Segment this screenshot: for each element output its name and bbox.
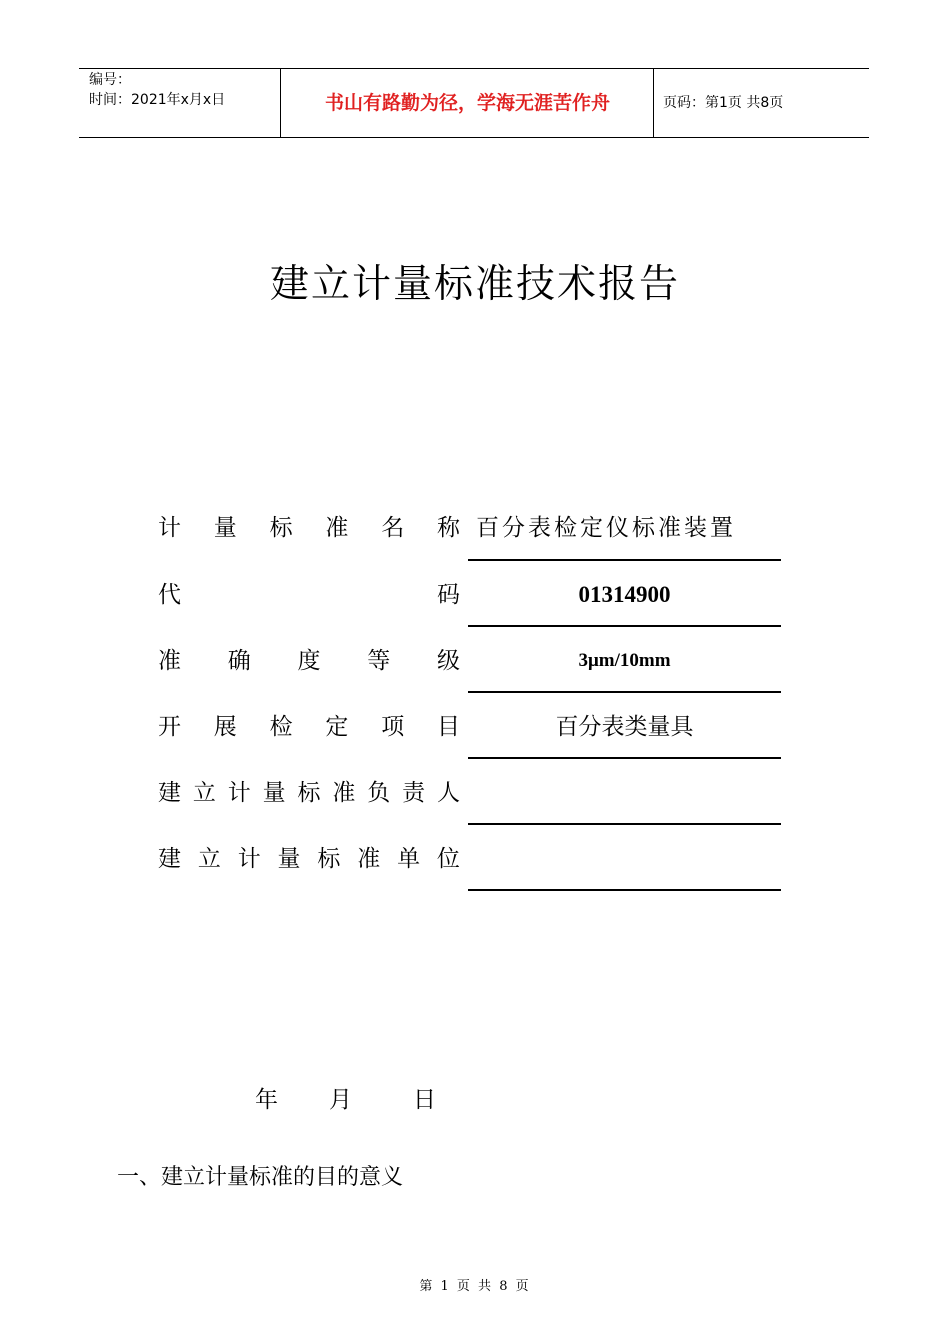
- label-char: 准: [158, 648, 181, 674]
- label-char: 量: [213, 515, 237, 541]
- label-char: 项: [381, 714, 405, 740]
- form-value-items: 百分表类量具: [555, 714, 694, 740]
- label-char: 标: [297, 780, 321, 806]
- form-row-code: [158, 575, 782, 615]
- label-char: 建: [158, 780, 181, 806]
- label-char: 代: [158, 582, 181, 608]
- form-underline: [468, 625, 781, 627]
- label-char: 开: [158, 714, 181, 740]
- form-value-accuracy: 3μm/10mm: [578, 650, 671, 671]
- form-row-unit: [158, 839, 782, 879]
- date-year: 年: [255, 1087, 278, 1113]
- form-label-code: [158, 579, 460, 611]
- label-char: 码: [437, 582, 460, 608]
- form-label-accuracy: [158, 645, 460, 677]
- document-number-label: 编号：: [89, 72, 131, 88]
- label-char: 准: [325, 515, 349, 541]
- label-char: 立: [192, 780, 216, 806]
- form-row-responsible: [158, 773, 782, 813]
- label-char: 位: [436, 846, 460, 872]
- page-title: 建立计量标准技术报告: [269, 262, 680, 307]
- label-char: 目: [436, 714, 460, 740]
- header-left-cell: [79, 69, 281, 137]
- form-label-unit: [158, 843, 460, 875]
- form-label-responsible: [158, 777, 460, 809]
- label-char: 计: [158, 515, 181, 541]
- page-header: [79, 68, 869, 138]
- form-row-accuracy: [158, 641, 782, 681]
- section-heading: 一、建立计量标准的目的意义: [117, 1165, 404, 1190]
- label-char: 单: [397, 846, 421, 872]
- label-char: 人: [437, 780, 460, 806]
- label-char: 等: [367, 648, 391, 674]
- label-char: 建: [158, 846, 181, 872]
- label-char: 立: [197, 846, 221, 872]
- label-char: 量: [277, 846, 301, 872]
- label-char: 称: [436, 515, 460, 541]
- label-char: 确: [227, 648, 251, 674]
- form-row-standard-name: [158, 508, 782, 548]
- label-char: 计: [227, 780, 251, 806]
- label-char: 准: [332, 780, 356, 806]
- label-char: 标: [317, 846, 341, 872]
- label-char: 定: [325, 714, 349, 740]
- date-day: 日: [413, 1087, 436, 1113]
- form-underline: [468, 757, 781, 759]
- form-label-standard-name: [158, 512, 460, 544]
- form-underline: [468, 823, 781, 825]
- form-value-code: 01314900: [578, 582, 671, 607]
- label-char: 名: [381, 515, 405, 541]
- document-time-label: 时间：2021年x月x日: [89, 92, 226, 108]
- form-row-items: [158, 707, 782, 747]
- form-value-standard-name: 百分表检定仪标准装置: [476, 515, 736, 541]
- form-underline: [468, 559, 781, 561]
- header-page-info: 页码：第1页 共8页: [663, 95, 784, 111]
- label-char: 级: [437, 648, 460, 674]
- label-char: 准: [357, 846, 381, 872]
- label-char: 检: [269, 714, 293, 740]
- date-line: [255, 1084, 455, 1118]
- date-month: 月: [329, 1087, 352, 1113]
- label-char: 计: [237, 846, 261, 872]
- label-char: 标: [269, 515, 293, 541]
- form-underline: [468, 889, 781, 891]
- label-char: 展: [213, 714, 237, 740]
- label-char: 量: [262, 780, 286, 806]
- label-char: 负: [367, 780, 391, 806]
- header-motto: 书山有路勤为径，学海无涯苦作舟: [324, 92, 610, 114]
- form-underline: [468, 691, 781, 693]
- form-label-items: [158, 711, 460, 743]
- page-footer: 第 1 页 共 8 页: [419, 1279, 531, 1294]
- label-char: 度: [297, 648, 321, 674]
- header-right-cell: [654, 69, 869, 137]
- header-middle-cell: [281, 69, 654, 137]
- label-char: 责: [402, 780, 426, 806]
